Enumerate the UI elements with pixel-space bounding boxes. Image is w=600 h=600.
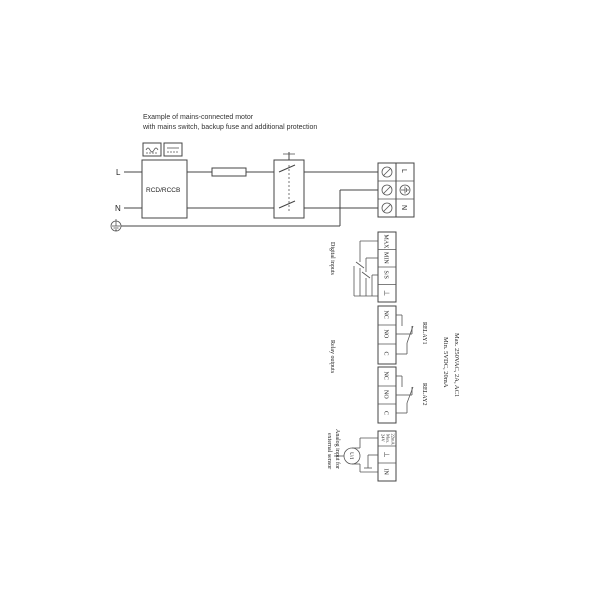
ac-dc-symbol-icon [143, 143, 161, 156]
digital-inputs-label: Digital inputs [329, 242, 335, 275]
digital-terminal-2: S/S [382, 270, 389, 279]
relay2-terminal-c: C [382, 411, 389, 416]
backup-fuse [212, 168, 246, 176]
relay-rating-line-2: Min. 5VDC, 20mA [442, 337, 449, 388]
analog-terminal-gnd: ⊥ [382, 451, 391, 458]
digital-input-contacts [354, 241, 378, 296]
terminal-l-label: L [400, 169, 407, 173]
power-terminal-block [378, 163, 414, 217]
analog-supply-label-2: Max. [385, 434, 391, 444]
terminal-n-label: N [400, 205, 407, 211]
dc-symbol-icon [164, 143, 182, 156]
mains-switch [274, 152, 304, 218]
neutral-label: N [115, 204, 121, 213]
relay-outputs-label: Relay outputs [329, 340, 335, 374]
phase-label: L [116, 168, 121, 177]
earth-ground-icon [111, 219, 121, 231]
relay1-terminal-c: C [382, 351, 389, 356]
sensor-symbol: U/I [348, 452, 354, 460]
analog-terminal-in: IN [382, 468, 389, 475]
rcd-label: RCD/RCCB [146, 187, 181, 194]
relay2-terminal-nc: NC [382, 371, 389, 380]
digital-terminal-0: MAX [382, 234, 389, 249]
relay1-label: RELAY1 [421, 322, 427, 345]
digital-terminal-1: MIN [382, 252, 389, 264]
relay1-terminal-no: NO [382, 329, 389, 339]
relay1-terminal-nc: NC [382, 310, 389, 319]
relay-rating-line-1: Max. 250VAC, 2A, AC1 [453, 333, 460, 398]
analog-supply-label-1: 24V [380, 434, 386, 442]
analog-supply-label-3: 22mA [390, 433, 396, 445]
relay1-contact [396, 315, 413, 354]
relay2-label: RELAY2 [421, 383, 427, 406]
caption-line-2: with mains switch, backup fuse and additional protection [143, 124, 318, 131]
analog-input-label-2: external sensor [326, 433, 332, 470]
analog-sensor-wiring [360, 438, 378, 472]
relay2-contact [396, 376, 413, 413]
caption-line-1: Example of mains-connected motor [143, 114, 254, 121]
analog-input-label-1: Analog input for [334, 429, 340, 469]
relay2-terminal-no: NO [382, 390, 389, 399]
digital-terminal-3: ⊥ [382, 290, 391, 297]
